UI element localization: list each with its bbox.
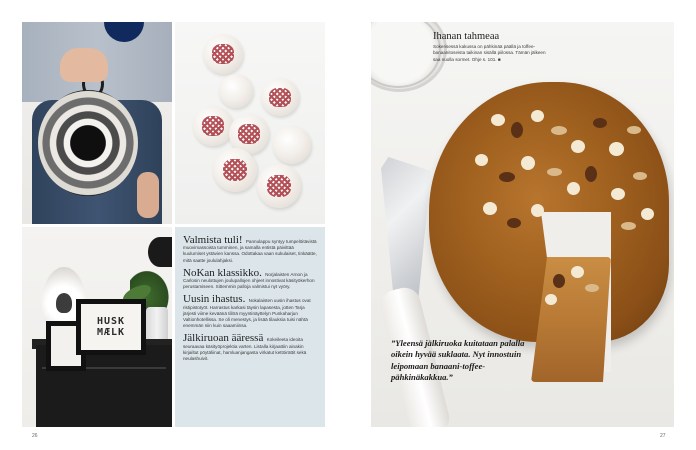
entry-body: Kokeileeta ideoita seuraavaa käsityöprojektia varten. Listalla kirjaattiin ainakin kirjailtut pöytäliinat, hamluanjangasta virkatut kettöirättit sekä neulashuivit. [183, 337, 307, 362]
macadamia-nut [491, 114, 505, 126]
entry [183, 293, 317, 329]
caption-title: Ihanan tahmeaa [433, 31, 500, 42]
pecan-nut [593, 118, 607, 128]
macadamia-nut [531, 110, 544, 122]
almond [621, 222, 636, 230]
pecan-nut [553, 274, 565, 288]
potholder-photo [22, 22, 172, 224]
almond [551, 126, 567, 135]
frame-text-line: HUSK [96, 316, 126, 327]
shelf-photo [22, 227, 172, 427]
macadamia-nut [571, 140, 585, 153]
macadamia-nut [641, 208, 654, 220]
almond [547, 168, 562, 176]
hand [60, 48, 108, 82]
almond [633, 172, 647, 180]
pecan-nut [511, 122, 523, 138]
knitted-balls-photo [175, 22, 325, 224]
macadamia-nut [611, 188, 625, 200]
entry [183, 266, 317, 291]
knitted-ball [257, 164, 301, 208]
page-number-left: 26 [32, 433, 38, 439]
entry-lead: Valmista tuli! [183, 234, 243, 246]
macadamia-nut [531, 204, 544, 217]
pull-quote: ”Yleensä jälkiruoka kuitataan palalla oikein hyvää suklaata. Nyt innostuin leipomaan banaani-toffee-pähkinäkakkua.” [391, 338, 525, 383]
entry-lead: Jälkiruoan ääressä [183, 332, 264, 345]
knitted-ball [213, 148, 257, 192]
pecan-nut [585, 166, 597, 182]
rooster-motif [56, 293, 72, 313]
entry-body: Nokalaisten uusin ihastus ovat ristipistotyöt. Harrastus karkasi täysin lapasesta, jotten Tarja järjesti viime keväänä tiliträ myyntinäyttelyn Punkaharjun Valtionhotellissa. Se oli menestys, ja lisää tilauksia tuisi nähtä enemmän niin kuin saaamiinsa. [183, 298, 311, 329]
knitted-ball [261, 78, 299, 116]
knitted-ball [273, 126, 311, 164]
frame-text-line: MÆLK [96, 327, 126, 338]
caption-body: Sokerisessä kakussa on pähkinää päällä ja toffee-banaanitoseista taikinan sisällä piilossa. Tämän jälkeen saa nuolla sormet. Ohje s. 101. ■ [433, 44, 546, 62]
entry [183, 234, 317, 264]
macadamia-nut [475, 154, 488, 166]
recipe-caption [433, 30, 551, 63]
entry [183, 332, 317, 362]
wall-decoration [148, 237, 172, 267]
macadamia-nut [567, 182, 580, 195]
almond [627, 126, 641, 134]
page-number-right: 27 [660, 433, 666, 439]
entry-body: Pannulappu syntyy tumpelöitävistä muovimassoista tumminen, ja samalla entistä päivittää kuulumiset ystävien kanssa. Odottakaa vaan sukulaiset, tinkäätte, mitä saatte joululahjaksi. [183, 239, 317, 263]
almond [585, 284, 599, 292]
knitted-ball [219, 74, 253, 108]
macadamia-nut [609, 142, 624, 156]
text-panel [175, 227, 325, 427]
macadamia-nut [483, 202, 497, 215]
entry-lead: NoKan klassikko. [183, 266, 262, 279]
entry-lead: Uusin ihastus. [183, 293, 246, 306]
pecan-nut [499, 172, 515, 182]
entry-body: Norjalaisten Arnon ja Carlosin neulottujen joulupallojen ohjeet innostivat käsityökerhon perustamiseen. Sittemmin palloja valmistui nyt vyöry. [183, 271, 315, 290]
macadamia-nut [545, 294, 557, 305]
pecan-nut [507, 218, 521, 228]
macadamia-nut [571, 266, 584, 278]
knitted-ball [203, 34, 243, 74]
left-page [22, 22, 325, 427]
hand [137, 172, 159, 218]
right-page [371, 22, 674, 427]
cake-server [381, 157, 431, 427]
macadamia-nut [521, 156, 535, 170]
embroidery-frame [76, 299, 146, 355]
server-blade [381, 157, 431, 297]
knitted-ball [193, 106, 233, 146]
frame-mat [81, 304, 141, 350]
crochet-potholder [38, 90, 138, 196]
cake-photo [371, 22, 674, 427]
